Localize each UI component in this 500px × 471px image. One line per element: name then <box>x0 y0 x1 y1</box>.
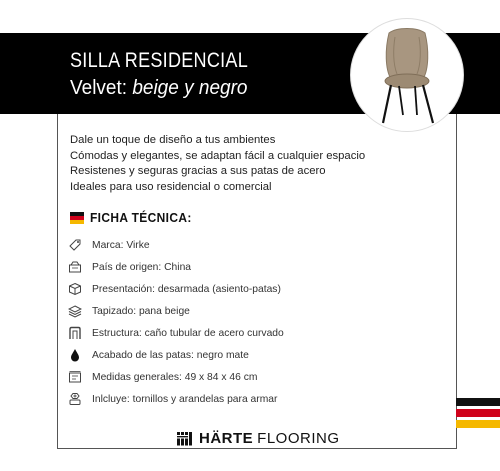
spec-text: Medidas generales: 49 x 84 x 46 cm <box>92 371 258 383</box>
flag-stripes <box>456 398 500 436</box>
drop-icon <box>68 348 82 362</box>
layers-icon <box>68 304 82 318</box>
spec-text: Marca: Virke <box>92 239 150 251</box>
product-subtitle <box>70 77 247 100</box>
spec-item <box>68 304 190 318</box>
gold-stripe <box>456 420 500 428</box>
globe-icon <box>68 260 82 274</box>
frame-icon <box>68 326 82 340</box>
spec-text: País de origen: China <box>92 261 192 273</box>
spec-item <box>68 260 191 274</box>
box-icon <box>68 282 82 296</box>
black-stripe <box>456 398 500 406</box>
spec-text: Inlcluye: tornillos y arandelas para armar <box>92 393 278 405</box>
ficha-heading <box>70 210 201 225</box>
brand-name: HÄRTE <box>199 430 254 447</box>
germany-flag-icon <box>70 212 84 224</box>
spec-text: Tapizado: pana beige <box>92 305 190 317</box>
subtitle-color: beige y negro <box>132 77 248 99</box>
spec-text: Estructura: caño tubular de acero curvado <box>92 327 284 339</box>
spec-text: Acabado de las patas: negro mate <box>92 349 249 361</box>
intro-text <box>70 133 365 195</box>
intro-line: Cómodas y elegantes, se adaptan fácil a cualquier espacio <box>70 149 366 162</box>
spec-item <box>68 326 284 340</box>
ruler-icon <box>68 370 82 384</box>
intro-line: Dale un toque de diseño a tus ambientes <box>70 134 276 146</box>
intro-line: Resistenes y seguras gracias a sus patas de acero <box>70 165 326 177</box>
brand-footer <box>177 430 340 447</box>
red-stripe <box>456 409 500 417</box>
parts-icon <box>68 392 82 406</box>
spec-item <box>68 370 257 384</box>
spec-item <box>68 348 249 362</box>
brand-logo-icon <box>177 431 193 447</box>
product-title: SILLA RESIDENCIAL <box>70 49 249 72</box>
tag-icon <box>68 238 82 252</box>
spec-item <box>68 392 277 406</box>
spec-item <box>68 282 281 296</box>
intro-line: Ideales para uso residencial o comercial <box>70 180 272 193</box>
ficha-title: FICHA TÉCNICA: <box>90 210 192 225</box>
brand-tagline: FLOORING <box>257 430 340 447</box>
spec-item <box>68 238 150 252</box>
spec-text: Presentación: desarmada (asiento-patas) <box>92 283 281 295</box>
subtitle-prefix: Velvet: <box>70 77 133 99</box>
